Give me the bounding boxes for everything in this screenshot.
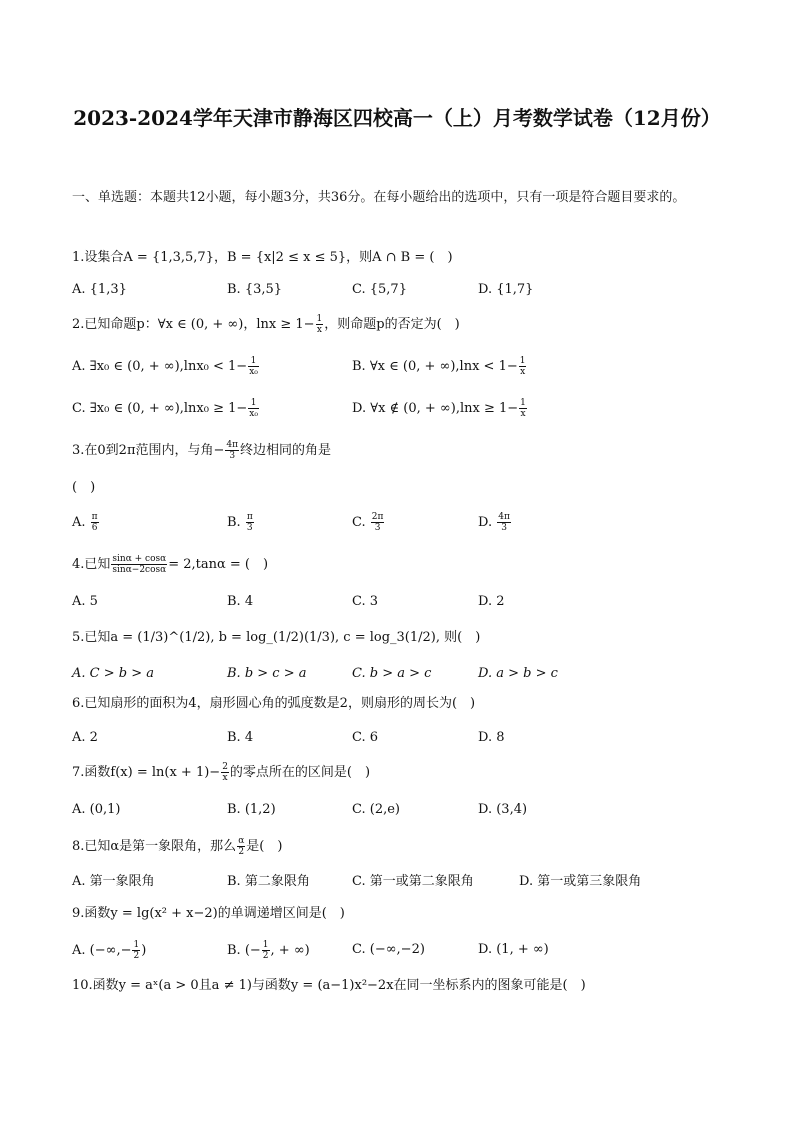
- section-heading: 一、单选题：本题共12小题，每小题3分，共36分。在每小题给出的选项中，只有一项是符合题目要求的。: [72, 190, 686, 205]
- question-4-option-a[interactable]: A. 5: [72, 594, 98, 609]
- question-5-option-b[interactable]: B. b > c > a: [227, 666, 307, 681]
- question-5-option-c[interactable]: C. b > a > c: [352, 666, 432, 681]
- question-8-option-d[interactable]: D. 第一或第三象限角: [519, 874, 642, 889]
- question-3-option-d[interactable]: D. $\frac{4\pi}{3}$: [478, 512, 510, 533]
- question-1-option-a[interactable]: A. {1,3}: [72, 282, 127, 297]
- question-4-option-d[interactable]: D. 2: [478, 594, 505, 609]
- question-3-option-a[interactable]: A. $\frac{\pi}{6}$: [72, 512, 98, 533]
- question-3-option-b[interactable]: B. $\frac{\pi}{3}$: [227, 512, 253, 533]
- exam-title: 2023-2024学年天津市静海区四校高一（上）月考数学试卷（12月份）: [73, 106, 721, 130]
- question-3-paren: ( ): [72, 480, 96, 495]
- question-4-stem: 4.已知 $\frac{\sin\alpha + \cos\alpha}{\sin\alpha-2\cos\alpha}$ = 2,tanα = ( ): [72, 554, 269, 575]
- question-3-option-c[interactable]: C. $\frac{2\pi}{3}$: [352, 512, 384, 533]
- question-7-option-a[interactable]: A. (0,1): [72, 802, 121, 817]
- question-2-option-c[interactable]: C. ∃x₀ ∈ (0, + ∞),lnx₀ ≥ 1− $\frac{1}{\text{x₀}}$: [72, 398, 258, 419]
- question-5-option-a[interactable]: A. C > b > a: [72, 666, 154, 681]
- question-4-option-b[interactable]: B. 4: [227, 594, 254, 609]
- question-5-stem: 5.已知a = (1/3)^(1/2), b = log_(1/2)(1/3), c = log_3(1/2), 则( ): [72, 630, 481, 645]
- question-9-stem: 9.函数y = lg(x² + x−2)的单调递增区间是( ): [72, 906, 345, 921]
- question-9-option-c[interactable]: C. (−∞,−2): [352, 942, 425, 957]
- question-6-stem: 6.已知扇形的面积为4，扇形圆心角的弧度数是2，则扇形的周长为( ): [72, 696, 476, 711]
- question-6-option-b[interactable]: B. 4: [227, 730, 254, 745]
- question-8-option-c[interactable]: C. 第一或第二象限角: [352, 874, 474, 889]
- question-2-option-b[interactable]: B. ∀x ∈ (0, + ∞),lnx < 1− $\frac{1}{x}$: [352, 356, 526, 377]
- question-7-stem: 7.函数f(x) = ln(x + 1)− $\frac{2}{x}$ 的零点所在的区间是( ): [72, 762, 371, 783]
- question-7-option-d[interactable]: D. (3,4): [478, 802, 528, 817]
- question-6-option-d[interactable]: D. 8: [478, 730, 505, 745]
- question-2-option-d[interactable]: D. ∀x ∉ (0, + ∞),lnx ≥ 1− $\frac{1}{x}$: [352, 398, 526, 419]
- question-8-stem: 8.已知α是第一象限角，那么 $\frac{\alpha}{2}$ 是( ): [72, 836, 283, 857]
- question-10-stem: 10.函数y = aˣ(a > 0且a ≠ 1)与函数y = (a−1)x²−2x在同一坐标系内的图象可能是( ): [72, 978, 586, 993]
- question-1-option-c[interactable]: C. {5,7}: [352, 282, 407, 297]
- question-2-option-a[interactable]: A. ∃x₀ ∈ (0, + ∞),lnx₀ < 1− $\frac{1}{\text{x₀}}$: [72, 356, 258, 377]
- question-1-option-d[interactable]: D. {1,7}: [478, 282, 534, 297]
- question-8-option-b[interactable]: B. 第二象限角: [227, 874, 310, 889]
- question-4-option-c[interactable]: C. 3: [352, 594, 379, 609]
- question-9-option-a[interactable]: A. (−∞,− $\frac{1}{2}$ ): [72, 940, 147, 961]
- question-7-option-c[interactable]: C. (2,e): [352, 802, 400, 817]
- question-3-stem: 3.在0到2π范围内，与角− $\frac{4\pi}{3}$ 终边相同的角是: [72, 440, 332, 461]
- question-5-option-d[interactable]: D. a > b > c: [478, 666, 558, 681]
- question-8-option-a[interactable]: A. 第一象限角: [72, 874, 155, 889]
- question-6-option-a[interactable]: A. 2: [72, 730, 98, 745]
- question-9-option-d[interactable]: D. (1, + ∞): [478, 942, 549, 957]
- question-1-option-b[interactable]: B. {3,5}: [227, 282, 283, 297]
- question-9-option-b[interactable]: B. (− $\frac{1}{2}$ , + ∞): [227, 940, 310, 961]
- question-7-option-b[interactable]: B. (1,2): [227, 802, 276, 817]
- question-1-stem: 1.设集合A = {1,3,5,7}，B = {x|2 ≤ x ≤ 5}，则A ∩ B = ( ): [72, 250, 453, 265]
- question-2-stem: 2.已知命题p：∀x ∈ (0, + ∞)，lnx ≥ 1− $\frac{1}{x}$ ，则命题p的否定为( ): [72, 314, 460, 335]
- question-6-option-c[interactable]: C. 6: [352, 730, 379, 745]
